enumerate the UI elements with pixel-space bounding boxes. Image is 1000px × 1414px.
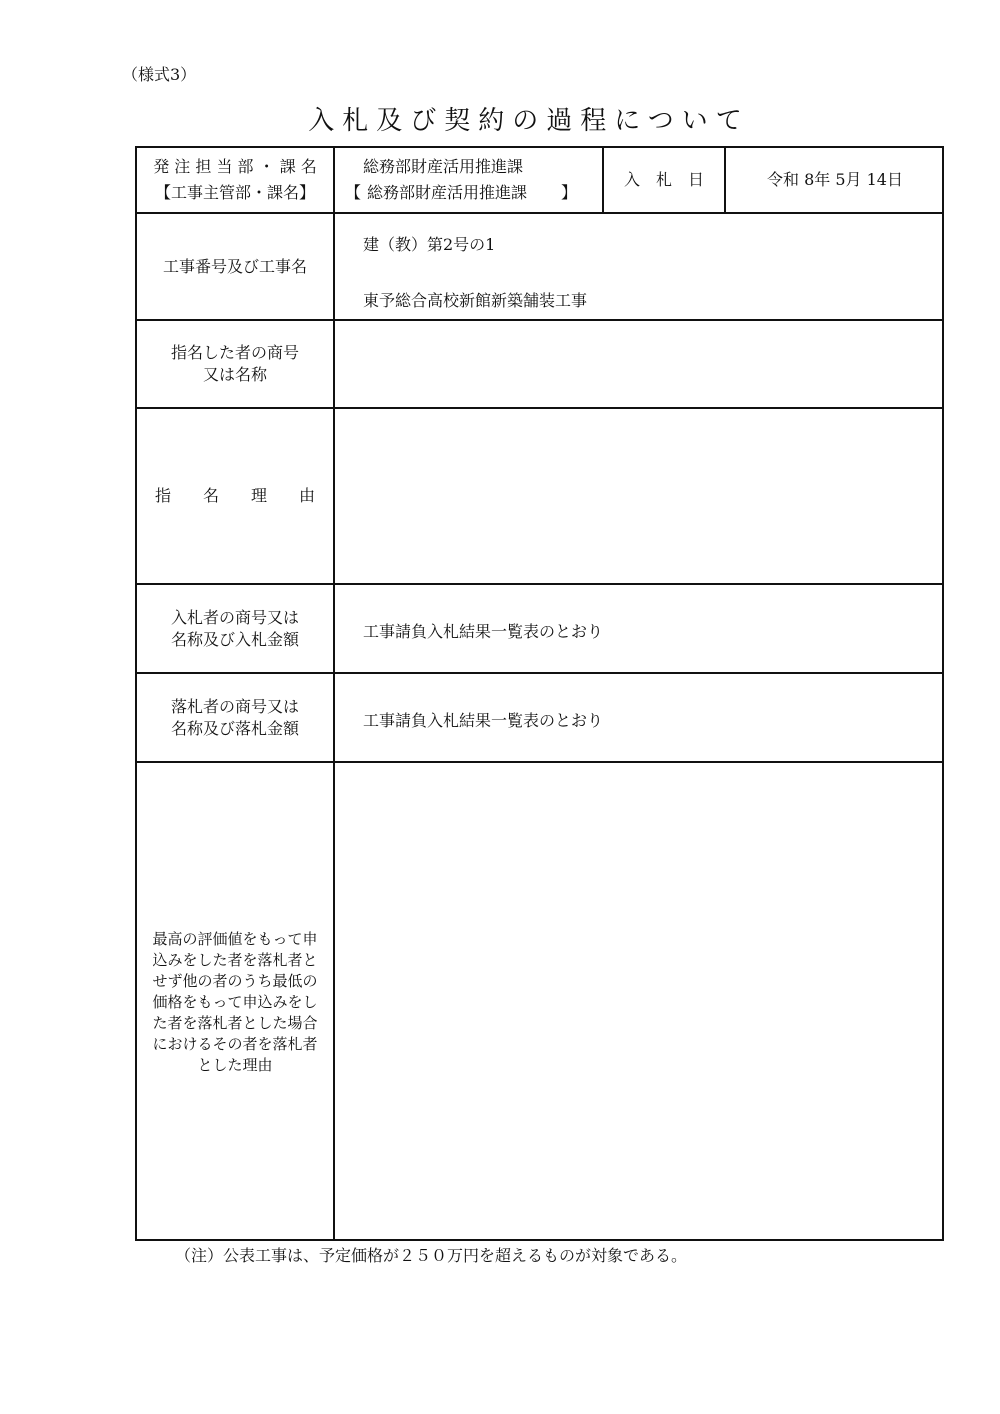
bid-date-value: 令和 8年 5月 14日	[767, 170, 903, 189]
winner-label-line1: 落札者の商号又は	[170, 696, 299, 716]
form-number: （様式3）	[122, 65, 197, 84]
bidders-value-cell	[335, 585, 944, 672]
construction-value-cell	[335, 214, 944, 319]
winner-label-cell	[137, 674, 333, 761]
reason-label: 指 名 理 由	[154, 486, 315, 505]
construction-name: 東予総合高校新館新築舗装工事	[363, 291, 588, 310]
winner-value: 工事請負入札結果一覧表のとおり	[363, 710, 604, 730]
winner-label-line2: 名称及び落札金額	[170, 718, 299, 738]
dept-label-line2: 【工事主管部・課名】	[154, 183, 315, 202]
winner-value-cell	[335, 674, 944, 761]
evaluation-label-line: せず他の者のうち最低の	[152, 971, 318, 990]
evaluation-label-line: 価格をもって申込みをし	[152, 992, 318, 1011]
bidders-label-line1: 入札者の商号又は	[170, 607, 299, 627]
nominated-label-line1: 指名した者の商号	[170, 343, 299, 362]
dept-value-line1: 総務部財産活用推進課	[363, 157, 524, 176]
evaluation-label-line: 最高の評価値をもって申	[152, 929, 318, 948]
document-title: 入札及び契約の過程について	[308, 106, 750, 136]
dept-value-bracket-open: 【	[345, 183, 362, 202]
process-table	[135, 146, 944, 1241]
nominated-label-cell	[137, 321, 333, 407]
dept-label-cell	[137, 148, 333, 212]
construction-label: 工事番号及び工事名	[162, 256, 307, 276]
dept-value-bracket-close: 】	[561, 183, 578, 202]
evaluation-label-line: た者を落札者とした場合	[152, 1013, 318, 1032]
bidders-label-line2: 名称及び入札金額	[170, 629, 299, 649]
evaluation-label-line: 込みをした者を落札者と	[152, 950, 318, 969]
dept-value-cell	[335, 148, 601, 212]
nominated-label-line2: 又は名称	[202, 365, 267, 384]
bidders-label-cell	[137, 585, 333, 672]
bid-date-label: 入 札 日	[623, 170, 704, 189]
bidders-value: 工事請負入札結果一覧表のとおり	[363, 621, 604, 641]
construction-number: 建（教）第2号の1	[363, 235, 496, 254]
dept-value-line2: 総務部財産活用推進課	[367, 183, 528, 202]
footnote: （注）公表工事は、予定価格が２５０万円を超えるものが対象である。	[175, 1246, 688, 1265]
dept-label-line1: 発 注 担 当 部 ・ 課 名	[153, 157, 317, 176]
evaluation-value	[335, 763, 944, 1241]
nominated-value	[335, 321, 944, 407]
evaluation-label-line: とした理由	[197, 1055, 273, 1074]
evaluation-label-line: におけるその者を落札者	[152, 1034, 318, 1053]
evaluation-label-cell	[137, 763, 333, 1241]
reason-value	[335, 409, 944, 583]
